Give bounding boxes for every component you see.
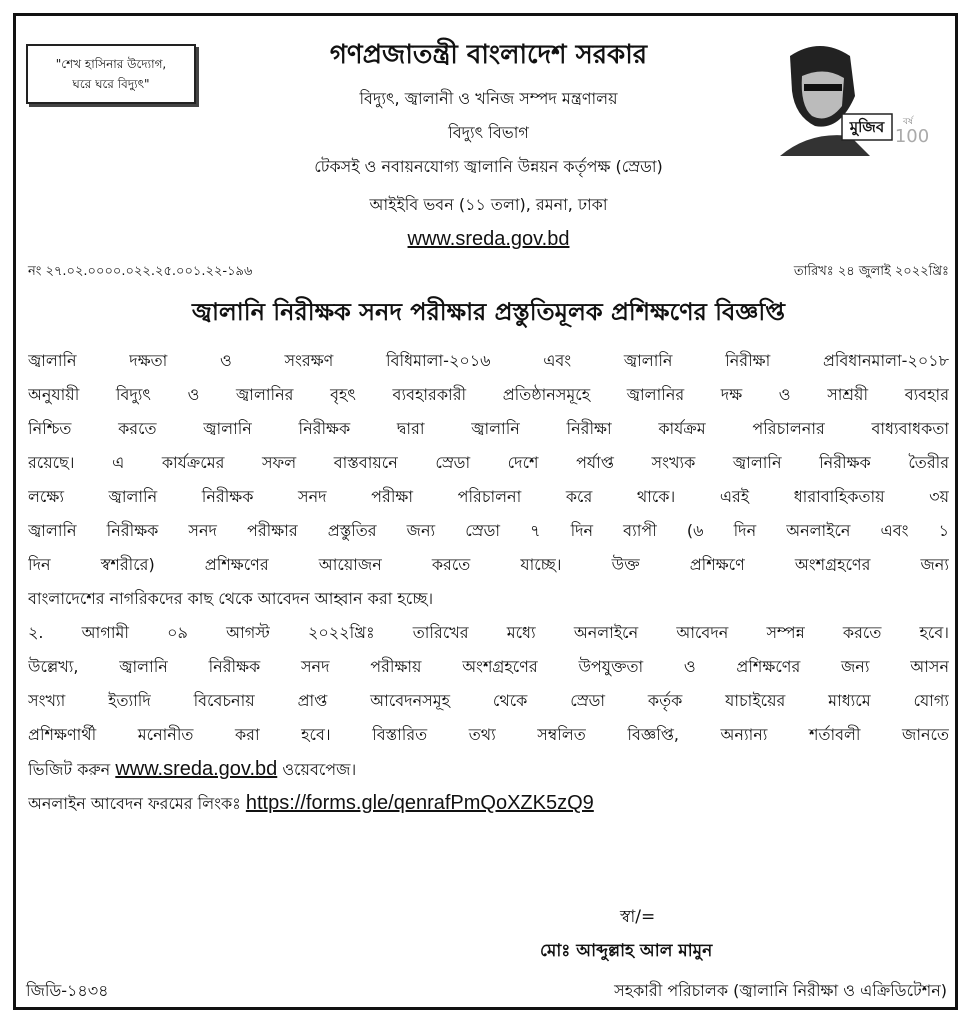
visit-prefix: ভিজিট করুন (28, 760, 111, 779)
application-form-link[interactable]: https://forms.gle/qenrafPmQoXZK5zQ9 (245, 792, 594, 814)
ministry-name: বিদ্যুৎ, জ্বালানী ও খনিজ সম্পদ মন্ত্রণালয় (359, 89, 618, 108)
body-line: জ্বালানি দক্ষতা ও সংরক্ষণ বিধিমালা-২০১৬ এবং জ্বালানি নিরীক্ষা প্রবিধানমালা-২০১৮ (28, 351, 949, 370)
signatory-name: মোঃ আব্দুল্লাহ আল মামুন (540, 941, 713, 961)
office-address: আইইবি ভবন (১১ তলা), রমনা, ঢাকা (369, 195, 608, 214)
body-line: অনুযায়ী বিদ্যুৎ ও জ্বালানির বৃহৎ ব্যবহারকারী প্রতিষ্ঠানসমূহে জ্বালানির দক্ষ ও সাশ্রয়ী ব্যবহার (28, 385, 949, 404)
authority-name: টেকসই ও নবায়নযোগ্য জ্বালানি উন্নয়ন কর্তৃপক্ষ (স্রেডা) (314, 157, 663, 176)
body-line: জ্বালানি নিরীক্ষক সনদ পরীক্ষার প্রস্তুতির জন্য স্রেডা ৭ দিন ব্যাপী (৬ দিন অনলাইনে এবং ১ (28, 521, 949, 540)
form-prefix: অনলাইন আবেদন ফরমের লিংকঃ (28, 794, 241, 813)
memo-number: নং ২৭.০২.০০০০.০২২.২৫.০০১.২২-১৯৬ (28, 264, 253, 279)
division-name: বিদ্যুৎ বিভাগ (448, 123, 529, 142)
visit-website-link[interactable]: www.sreda.gov.bd (115, 758, 278, 780)
logo-badge-text: মুজিব (849, 118, 885, 136)
visit-line (28, 752, 949, 786)
body-line: প্রশিক্ষণার্থী মনোনীত করা হবে। বিস্তারিত তথ্য সম্বলিত বিজ্ঞপ্তি, অন্যান্য শর্তাবলী জানতে (28, 725, 949, 744)
body-line: বাংলাদেশের নাগরিকদের কাছ থেকে আবেদন আহ্বান করা হচ্ছে। (28, 589, 434, 608)
body-line: উল্লেখ্য, জ্বালানি নিরীক্ষক সনদ পরীক্ষায় অংশগ্রহণের উপযুক্ততা ও প্রশিক্ষণের জন্য আসন (28, 657, 949, 676)
signed-mark: স্বা/= (620, 907, 656, 927)
notice-title: জ্বালানি নিরীক্ষক সনদ পরীক্ষার প্রস্তুতিমূলক প্রশিক্ষণের বিজ্ঞপ্তি (192, 298, 785, 326)
government-title: গণপ্রজাতন্ত্রী বাংলাদেশ সরকার (329, 40, 648, 70)
body-line: দিন স্বশরীরে) প্রশিক্ষণের আয়োজন করতে যাচ্ছে। উক্ত প্রশিক্ষণে অংশগ্রহণের জন্য (28, 555, 949, 574)
body-line: লক্ষ্যে জ্বালানি নিরীক্ষক সনদ পরীক্ষা পরিচালনা করে থাকে। এরই ধারাবাহিকতায় ৩য় (28, 487, 949, 506)
issue-date: তারিখঃ ২৪ জুলাই ২০২২খ্রিঃ (793, 264, 949, 279)
body-line: ২. আগামী ০৯ আগস্ট ২০২২খ্রিঃ তারিখের মধ্যে অনলাইনে আবেদন সম্পন্ন করতে হবে। (28, 623, 949, 642)
body-line: রয়েছে। এ কার্যক্রমের সফল বাস্তবায়নে স্রেডা দেশে পর্যাপ্ত সংখ্যক জ্বালানি নিরীক্ষক তৈরীর (28, 453, 949, 472)
jd-number: জিডি-১৪৩৪ (26, 981, 109, 1000)
logo-number-text: 100 (894, 126, 930, 147)
visit-suffix: ওয়েবপেজ। (282, 760, 357, 779)
slogan-line-1: "শেখ হাসিনার উদ্যোগ, (55, 57, 167, 71)
form-line (28, 786, 949, 820)
logo-sub-text: বর্ষ (903, 117, 913, 127)
notice-body (28, 344, 949, 820)
website-link[interactable]: www.sreda.gov.bd (407, 228, 570, 250)
signatory-designation: সহকারী পরিচালক (জ্বালানি নিরীক্ষা ও এক্রিডিটেশন) (614, 981, 947, 1000)
body-line: সংখ্যা ইত্যাদি বিবেচনায় প্রাপ্ত আবেদনসমূহ থেকে স্রেডা কর্তৃক যাচাইয়ের মাধ্যমে যোগ্য (28, 691, 949, 710)
slogan-line-2: ঘরে ঘরে বিদ্যুৎ" (72, 77, 150, 91)
body-line: নিশ্চিত করতে জ্বালানি নিরীক্ষক দ্বারা জ্বালানি নিরীক্ষা কার্যক্রম পরিচালনার বাধ্যবাধকতা (28, 419, 949, 438)
